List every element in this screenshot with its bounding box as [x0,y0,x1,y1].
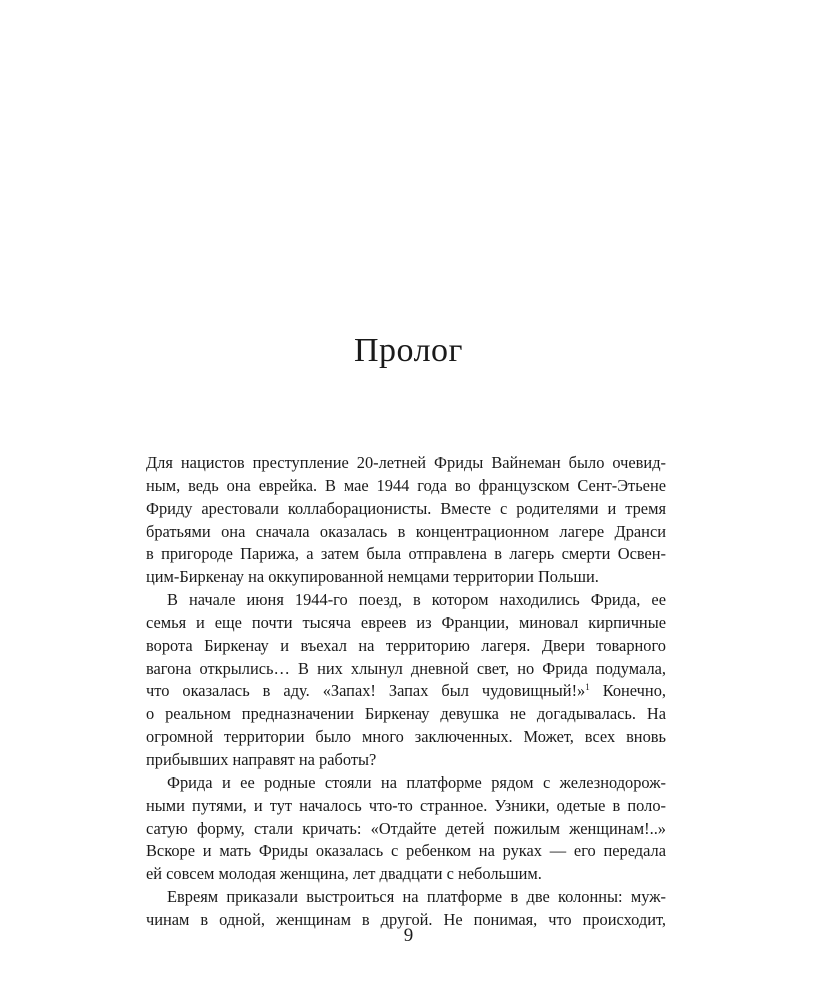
text-line: чинам в одной, женщинам в другой. Не понимая, что происходит, [146,909,666,929]
text-line: Фрида и ее родные стояли на платформе рядом с железнодорож- [167,772,666,792]
text-line: Для нацистов преступление 20-летней Фриды Вайнеман было очевид- [146,453,666,472]
body-text [146,452,666,932]
text-line: цим-Биркенау на оккупированной немцами территории Польши. [146,567,599,587]
text-fragment: что оказалась в аду. «Запах! Запах был чудовищный!» [146,681,586,701]
chapter-title: Пролог [353,332,464,369]
text-line: Вскоре и мать Фриды оказалась с ребенком на руках — его передала [146,841,666,861]
text-line: Фриду арестовали коллаборационисты. Вместе с родителями и тремя [146,498,666,518]
text-line-with-footnote [146,680,666,703]
footnote-marker[interactable]: 1 [585,682,590,693]
text-line: ными путями, и тут началось что-то странное. Узники, одетые в поло- [146,795,666,815]
text-line: вагона открылись… В них хлынул дневной свет, но Фрида подумала, [146,658,666,678]
text-line: Евреям приказали выстроиться на платформе в две колонны: муж- [167,887,666,907]
text-line: сатую форму, стали кричать: «Отдайте детей пожилым женщинам!..» [146,818,666,838]
text-line: о реальном предназначении Биркенау девушка не догадывалась. На [146,704,666,724]
page-number: 9 [403,925,414,946]
text-line: огромной территории было много заключенных. Может, всех вновь [146,727,666,747]
text-line: ворота Биркенау и въехал на территорию лагеря. Двери товарного [146,635,666,655]
text-line: прибывших направят на работы? [146,749,377,769]
text-line: ным, ведь она еврейка. В мае 1944 года во французском Сент-Этьене [146,475,666,495]
text-line: семья и еще почти тысяча евреев из Франции, миновал кирпичные [146,612,666,632]
text-line: ей совсем молодая женщина, лет двадцати с небольшим. [146,864,542,884]
text-line: В начале июня 1944-го поезд, в котором находились Фрида, ее [167,590,666,610]
text-line: братьями она сначала оказалась в концентрационном лагере Дранси [146,521,666,541]
text-fragment: Конечно, [589,681,666,701]
text-line: в пригороде Парижа, а затем была отправлена в лагерь смерти Освен- [146,544,666,564]
